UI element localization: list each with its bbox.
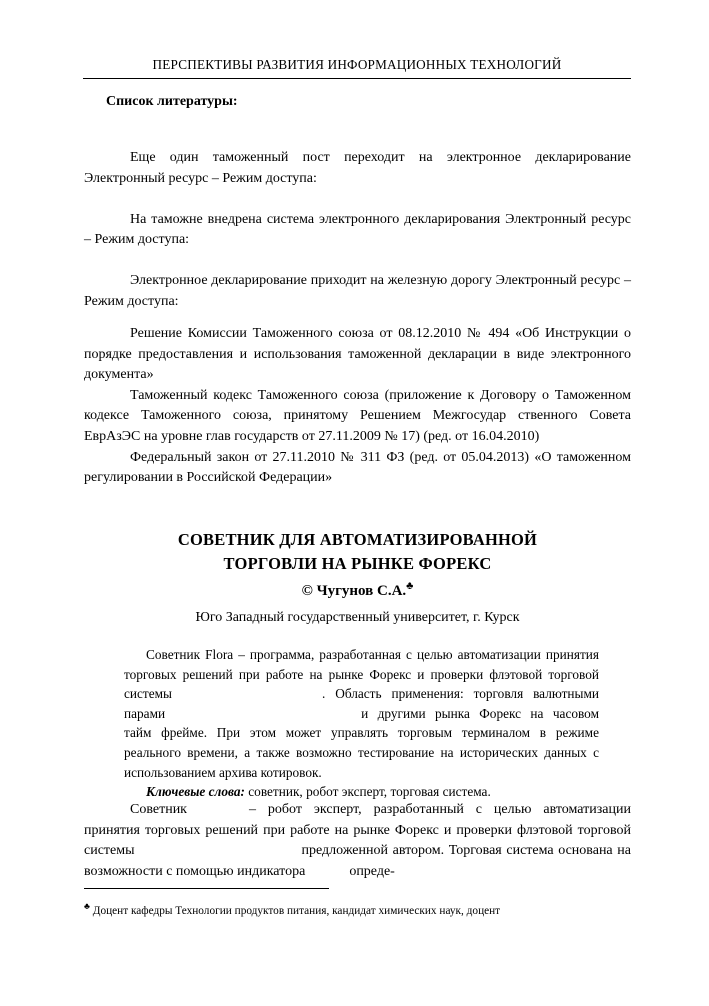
article-title-line-1: СОВЕТНИК ДЛЯ АВТОМАТИЗИРОВАННОЙ [177, 530, 538, 549]
footnote-divider-rule [84, 888, 329, 889]
abstract-text-part-3: и другими рынка Форекс на часовом тайм фрейме. При этом может управлять торговым терминалом в режиме реального времени, а также возможно тестирование на исторических данных с использованием архива котировок. [124, 705, 599, 780]
keywords-label: Ключевые слова: [146, 784, 245, 800]
article-title-line-2: ТОРГОВЛИ НА РЫНКЕ ФОРЕКС [223, 554, 492, 573]
reference-item: Решение Комиссии Таможенного союза от 08.12.2010 № 494 «Об Инструкции о порядке предоставления и использования таможенной декларации в виде электронного документа» [84, 326, 631, 383]
keywords-value: советник, робот эксперт, торговая система. [248, 784, 491, 800]
body-paragraph [84, 800, 631, 882]
reference-item: Еще один таможенный пост переходит на электронное декларирование Электронный ресурс – Режим доступа: [84, 150, 631, 186]
footnote-text: Доцент кафедры Технологии продуктов питания, кандидат химических наук, доцент [92, 904, 501, 917]
abstract-text-part-1: Советник Flora – программа, разработанная с целью автоматизации принятия торговых решений при работе на рынке Форекс и проверки флэтовой торговой системы [124, 647, 599, 702]
reference-list-spaced [84, 148, 631, 333]
author-affiliation: Юго Западный государственный университет, г. Курск [195, 610, 520, 625]
reference-item: На таможне внедрена система электронного декларирования Электронный ресурс – Режим доступа: [84, 211, 631, 248]
footnote-block [84, 898, 631, 919]
reference-item: Таможенный кодекс Таможенного союза (приложение к Договору о Таможенном кодексе Таможенного союза, принятому Решением Межгосудар ственного Совета ЕврАзЭС на уровне глав государств от 27.11.2009 № 17) (ред. от 16.04.2010) [84, 387, 631, 444]
reference-item: Электронное декларирование приходит на железную дорогу Электронный ресурс – Режим доступа: [84, 273, 631, 309]
body-text-part-2: – робот эксперт, разработанный с целью автоматизации принятия торговых решений при работе на рынке Форекс и проверки флэтовой торговой системы [84, 802, 631, 859]
copyright-icon: © [301, 583, 313, 599]
abstract-block [124, 645, 599, 802]
reference-list-compact [84, 324, 631, 489]
article-title [84, 528, 631, 576]
body-text-part-1: Советник [130, 802, 187, 817]
abstract-text-part-2: . Область применения: торговля валютными парами [124, 686, 599, 721]
abstract-paragraph [124, 645, 599, 782]
club-footnote-marker-icon: ♣ [406, 580, 414, 592]
section-heading-references: Список литературы: [106, 94, 238, 109]
header-divider-rule [83, 78, 631, 79]
reference-item: Федеральный закон от 27.11.2010 № 311 ФЗ (ред. от 05.04.2013) «О таможенном регулировании в Российской Федерации» [84, 449, 631, 486]
running-header: ПЕРСПЕКТИВЫ РАЗВИТИЯ ИНФОРМАЦИОННЫХ ТЕХНОЛОГИЙ [152, 57, 562, 72]
author-name: Чугунов С.А. [316, 583, 407, 599]
body-text-part-3: предложенной автором. Торговая система основана на возможности с помощью индикатора [84, 843, 631, 879]
club-footnote-marker-icon: ♣ [84, 901, 90, 911]
body-text-part-4: опреде- [349, 863, 395, 879]
keywords-paragraph [124, 782, 599, 802]
body-paragraph-block [84, 800, 631, 882]
author-byline [84, 580, 631, 600]
